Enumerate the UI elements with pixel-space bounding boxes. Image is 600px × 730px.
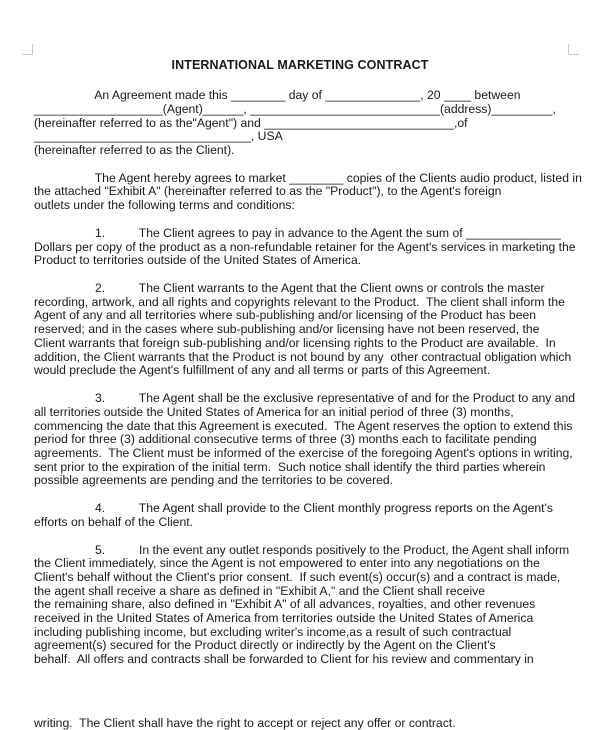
clause-4-line: efforts on behalf of the Client.	[34, 515, 193, 529]
clause-2-line: reserved; and in the cases where sub-publishing and/or licensing have not been reserved, the	[34, 322, 540, 336]
clause-3-line: sent prior to the expiration of the initial term. Such notice shall identify the third parties wherein	[34, 460, 546, 474]
clause-1-line: Product to territories outside of the United States of America.	[34, 253, 362, 267]
clause-5-line: the remaining share, also defined in "Exhibit A" of all advances, royalties, and other revenues	[34, 597, 536, 611]
paragraph-line: outlets under the following terms and conditions:	[34, 198, 295, 212]
clause-3-line: period for three (3) additional consecutive terms of three (3) months each to facilitate pending	[34, 432, 537, 446]
cut-off-text: writing. The Client shall have the right to accept or reject any offer or contract.	[34, 718, 456, 730]
intro-line-5: (hereinafter referred to as the Client).	[34, 143, 235, 157]
clause-5-line: Client's behalf without the Client's prior consent. If such event(s) occur(s) and a contract is made,	[34, 570, 561, 584]
clause-2-line: Client warrants that foreign sub-publishing and/or licensing rights to the Product are available. In	[34, 336, 556, 350]
intro-line-3: (hereinafter referred to as the"Agent") and ____________________________,of	[34, 116, 468, 130]
clause-1-line: Dollars per copy of the product as a non-refundable retainer for the Agent's services in marketing the	[34, 240, 576, 254]
clause-3-line: possible agreements are pending and the territories to be covered.	[34, 473, 394, 487]
intro-line-2: ___________________(Agent)______, ____________________________(address)_________,	[34, 102, 556, 116]
clause-2-line: 2. The Client warrants to the Agent that the Client owns or controls the master	[34, 281, 545, 295]
clause-5-line: the Client immediately, since the Agent is not empowered to enter into any negotiations on the	[34, 556, 540, 570]
clause-2-line: would preclude the Agent's fulfillment of any and all terms or parts of this Agreement.	[34, 363, 491, 377]
intro-line-1: An Agreement made this ________ day of ______________, 20 ____ between	[34, 88, 521, 102]
clause-5-line: agreement(s) secured for the Product directly or indirectly by the Agent on the Client's	[34, 638, 496, 652]
paragraph-line: the attached "Exhibit A" (hereinafter referred to as the "Product"), to the Agent's foreign	[34, 184, 502, 198]
clause-5-line: behalf. All offers and contracts shall be forwarded to Client for his review and commentary in	[34, 652, 534, 666]
clause-3-line: agreements. The Client must be informed of the exercise of the foregoing Agent's options in writing,	[34, 446, 573, 460]
clause-2-line: addition, the Client warrants that the Product is not bound by any other contractual obligation which	[34, 350, 572, 364]
clause-3-line: all territories outside the United States of America for an initial period of three (3) months,	[34, 405, 514, 419]
paragraph-line: The Agent hereby agrees to market ________ copies of the Clients audio product, listed in	[34, 171, 582, 185]
intro-line-4: ________________________________, USA	[34, 129, 283, 143]
clause-2-line: recording, artwork, and all rights and copyrights relevant to the Product. The client shall inform the	[34, 295, 565, 309]
clause-3-line: commencing the date that this Agreement is executed. The Agent reserves the option to extend this	[34, 419, 573, 433]
clause-5-line: including publishing income, but excluding writer's income,as a result of such contractual	[34, 625, 512, 639]
crop-mark-top-right	[568, 44, 579, 55]
clause-3-line: 3. The Agent shall be the exclusive representative of and for the Product to any and	[34, 391, 576, 405]
document-title: INTERNATIONAL MARKETING CONTRACT	[171, 58, 429, 72]
clause-5-line: received in the United States of America from territories outside the United States of America	[34, 611, 534, 625]
clause-1-line: 1. The Client agrees to pay in advance to the Agent the sum of ______________	[34, 226, 561, 240]
clause-5-line: the agent shall receive a share as defined in "Exhibit A," and the Client shall receive	[34, 584, 486, 598]
cut-off-line	[34, 718, 594, 730]
clause-4-line: 4. The Agent shall provide to the Client monthly progress reports on the Agent's	[34, 501, 553, 515]
clause-2-line: Agent of any and all territories where sub-publishing and/or licensing of the Product has been	[34, 308, 537, 322]
clause-5-line: 5. In the event any outlet responds positively to the Product, the Agent shall inform	[34, 543, 570, 557]
crop-mark-top-left	[22, 44, 33, 55]
